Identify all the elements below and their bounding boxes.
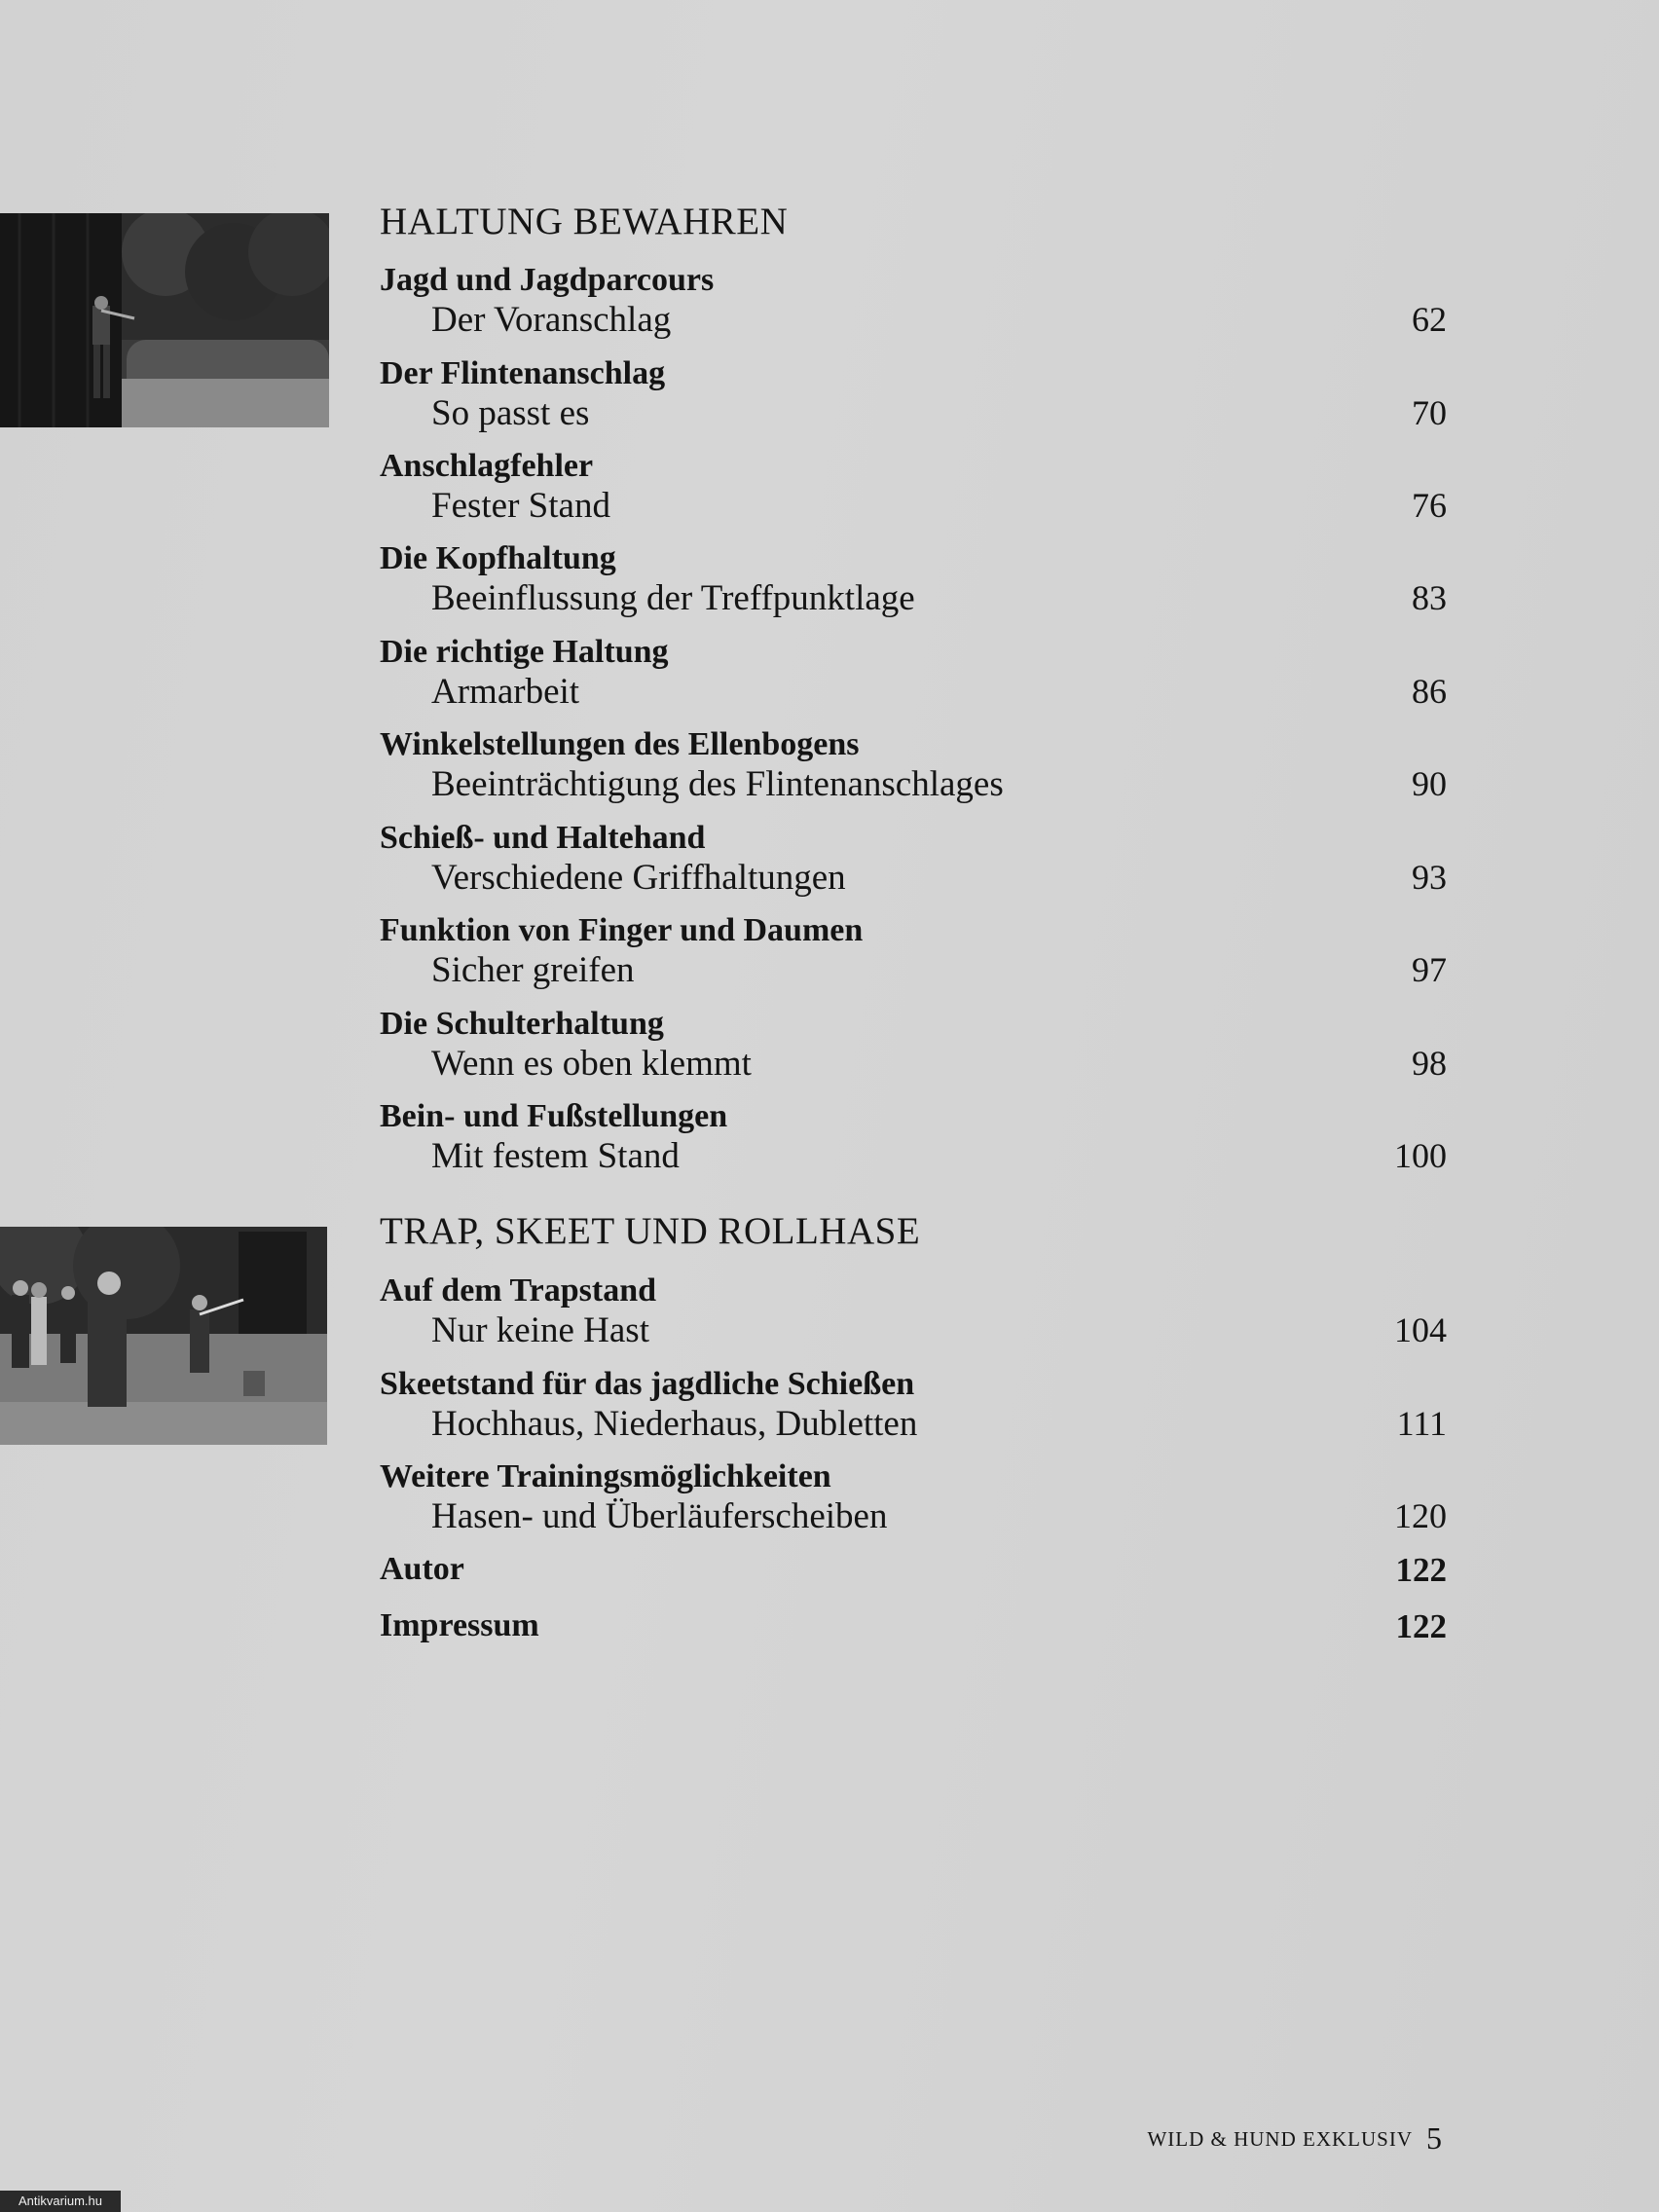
entry-title: Die Kopfhaltung [380, 540, 616, 576]
entry-title: Die richtige Haltung [380, 634, 669, 670]
entry-page-number: 120 [1394, 1496, 1447, 1535]
entry-subtitle: Der Voranschlag [431, 300, 672, 340]
entry-title: Anschlagfehler [380, 448, 594, 484]
watermark: Antikvarium.hu [0, 2191, 121, 2212]
entry-title: Autor [380, 1551, 464, 1587]
entry-page-number: 93 [1412, 858, 1447, 897]
section-title: TRAP, SKEET UND ROLLHASE [380, 1210, 921, 1252]
entry-title: Jagd und Jagdparcours [380, 262, 715, 298]
entry-title: Winkelstellungen des Ellenbogens [380, 726, 860, 762]
page-number: 5 [1426, 2120, 1443, 2156]
entry-title: Schieß- und Haltehand [380, 820, 706, 856]
entry-title: Skeetstand für das jagdliche Schießen [380, 1366, 915, 1402]
entry-title: Die Schulterhaltung [380, 1006, 664, 1042]
entry-page-number: 86 [1412, 672, 1447, 711]
entry-page-number: 122 [1395, 1607, 1447, 1645]
entry-page-number: 83 [1412, 578, 1447, 617]
entry-subtitle: Fester Stand [431, 486, 610, 526]
entry-page-number: 97 [1412, 950, 1447, 989]
photo-shooter-by-building [0, 213, 329, 427]
entry-subtitle: Beeinträchtigung des Flintenanschlages [431, 764, 1004, 804]
entry-title: Auf dem Trapstand [380, 1272, 657, 1309]
entry-title: Weitere Trainingsmöglichkeiten [380, 1458, 831, 1494]
entry-subtitle: Verschiedene Griffhaltungen [431, 858, 846, 898]
photo-trap-stand-group [0, 1227, 327, 1445]
entry-subtitle: Hasen- und Überläuferscheiben [431, 1496, 888, 1536]
entry-title: Impressum [380, 1607, 539, 1643]
entry-subtitle: Armarbeit [431, 672, 580, 712]
entry-title: Der Flintenanschlag [380, 355, 666, 391]
entry-subtitle: Nur keine Hast [431, 1310, 649, 1350]
entry-page-number: 90 [1412, 764, 1447, 803]
entry-subtitle: Hochhaus, Niederhaus, Dubletten [431, 1404, 918, 1444]
section-title: HALTUNG BEWAHREN [380, 201, 789, 242]
entry-title: Funktion von Finger und Daumen [380, 912, 864, 948]
entry-page-number: 98 [1412, 1044, 1447, 1083]
entry-page-number: 62 [1412, 300, 1447, 339]
entry-page-number: 76 [1412, 486, 1447, 525]
entry-subtitle: Wenn es oben klemmt [431, 1044, 752, 1084]
entry-page-number: 122 [1395, 1551, 1447, 1589]
entry-title: Bein- und Fußstellungen [380, 1098, 728, 1134]
entry-page-number: 100 [1394, 1136, 1447, 1175]
entry-subtitle: Beeinflussung der Treffpunktlage [431, 578, 915, 618]
entry-page-number: 104 [1394, 1310, 1447, 1349]
page-footer [1147, 2120, 1443, 2157]
entry-subtitle: Sicher greifen [431, 950, 635, 990]
entry-subtitle: So passt es [431, 393, 590, 433]
entry-subtitle: Mit festem Stand [431, 1136, 680, 1176]
magazine-name: WILD & HUND EXKLUSIV [1147, 2127, 1413, 2151]
entry-page-number: 70 [1412, 393, 1447, 432]
entry-page-number: 111 [1396, 1404, 1447, 1443]
